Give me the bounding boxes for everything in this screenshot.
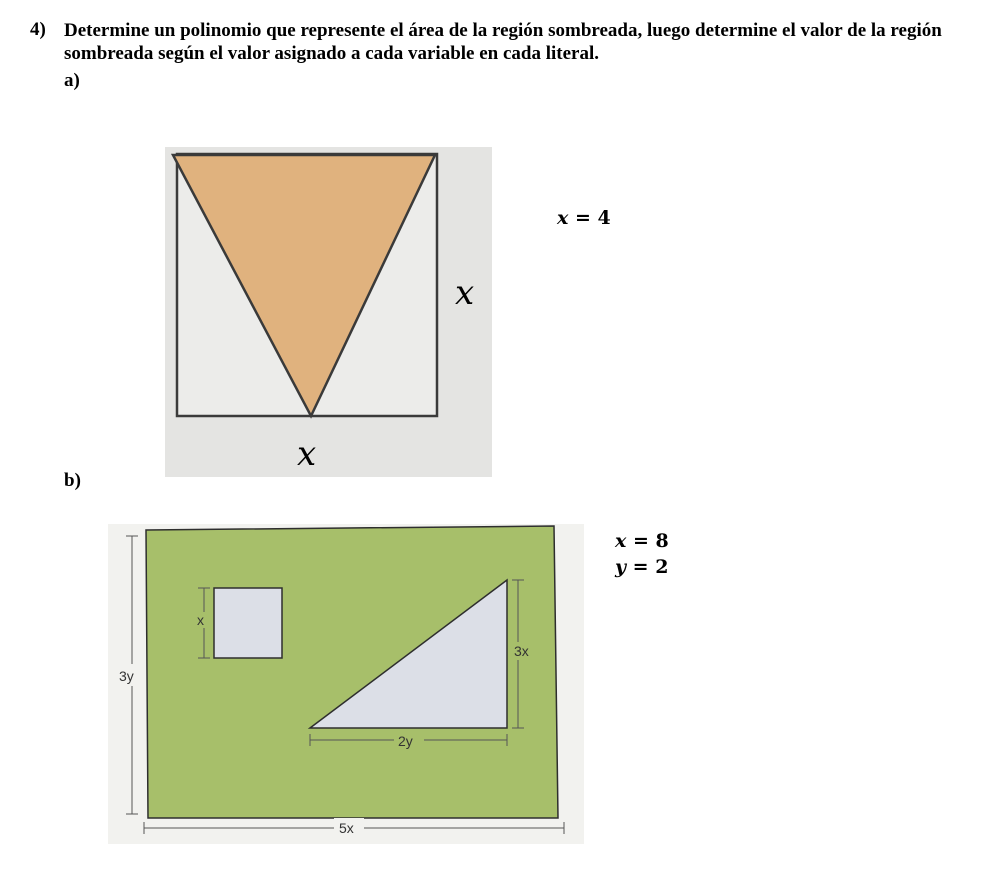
given-values-b <box>615 528 669 580</box>
square-label-x: x <box>197 612 204 628</box>
question-text: Determine un polinomio que represente el área de la región sombreada, luego determine el valor de la región sombreada según el valor asignado a cada variable en cada literal. <box>64 20 942 64</box>
triangle-base-label-2y: 2y <box>398 733 413 749</box>
square-cutout <box>214 588 282 658</box>
triangle-height-label-3x: 3x <box>514 643 529 659</box>
part-b-label: b) <box>64 470 81 491</box>
given-b-y: y = 2 <box>615 556 669 578</box>
figure-a-diagram <box>165 147 492 477</box>
bottom-label-x: x <box>297 434 317 474</box>
width-label-5x: 5x <box>339 820 354 836</box>
given-values-a <box>557 205 611 231</box>
question-number: 4) <box>30 19 46 40</box>
side-label-x: x <box>455 273 475 313</box>
figure-b-photo <box>108 524 584 844</box>
height-label-3y: 3y <box>119 668 134 684</box>
figure-b-diagram <box>108 524 584 844</box>
figure-a-photo <box>165 147 492 477</box>
part-a-label: a) <box>64 70 80 91</box>
given-a-x: x = 4 <box>557 207 611 229</box>
given-b-x: x = 8 <box>615 530 669 552</box>
